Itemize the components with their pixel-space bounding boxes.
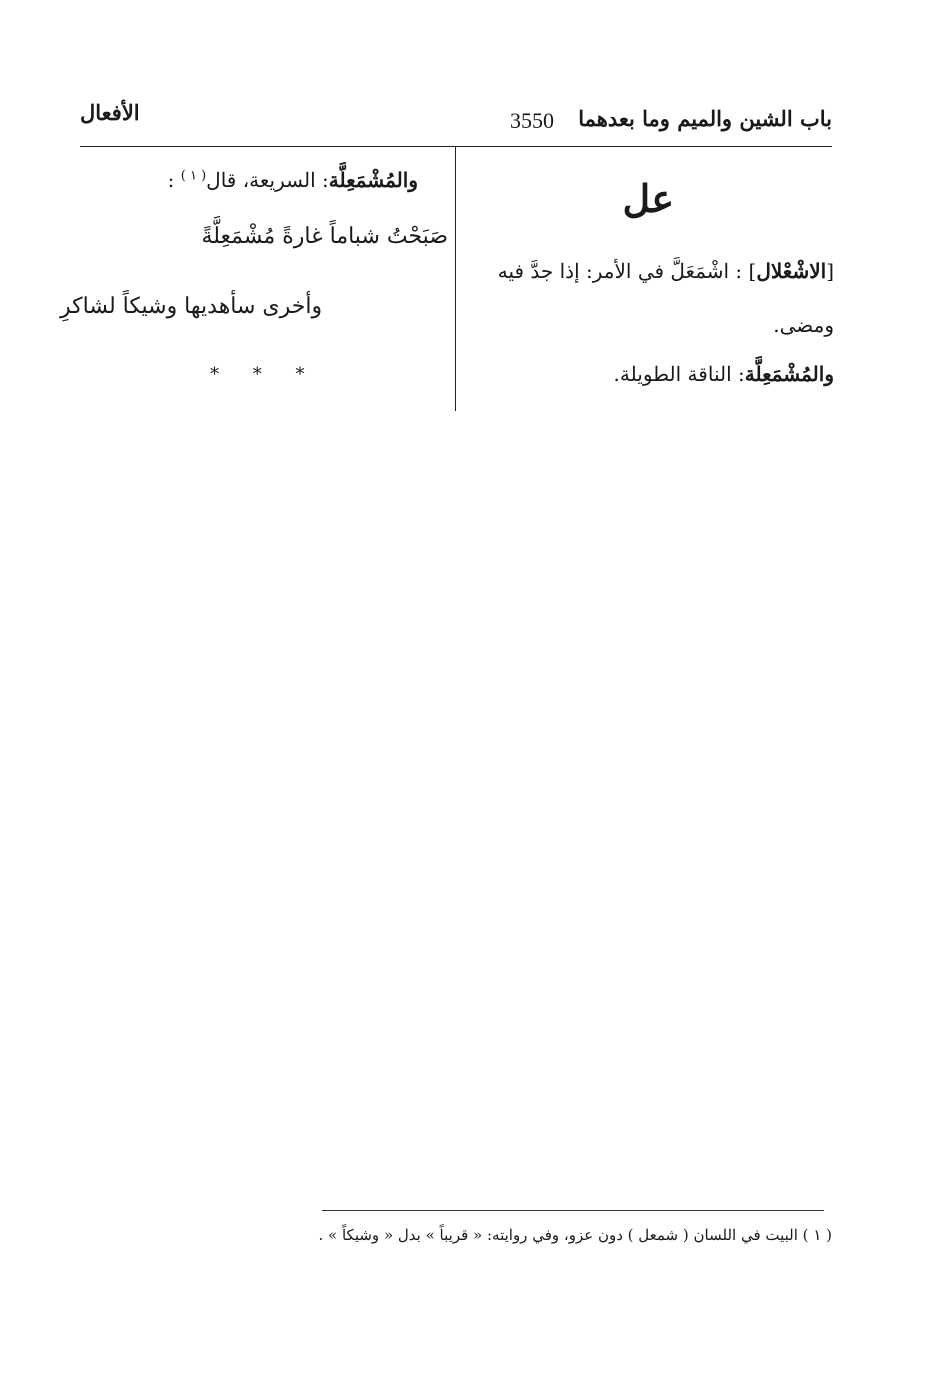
entry-definition: : السريعة، قال — [206, 168, 329, 192]
header-rule — [80, 146, 832, 147]
footnote: ( ١ ) البيت في اللسان ( شمعل ) دون عزو، وفي روايته: « قريباً » بدل « وشيكاً » . — [318, 1226, 832, 1244]
verse-line-2: وأخرى سأهديها وشيكاً لشاكرِ — [60, 294, 323, 319]
chapter-title: باب الشين والميم وما بعدهما — [578, 106, 832, 131]
entry-headword: الاشْعْلال — [756, 259, 827, 283]
section-title: الأفعال — [80, 100, 140, 125]
entry-headword: والمُشْمَعِلَّة — [328, 168, 418, 192]
footnote-rule — [322, 1210, 824, 1211]
column-divider — [455, 146, 456, 411]
entry-mushmaila-fast — [168, 168, 418, 192]
entry-definition: : الناقة الطويلة. — [613, 362, 745, 386]
page-number: 3550 — [510, 108, 554, 133]
page-header — [80, 100, 832, 140]
entry-headword: والمُشْمَعِلَّة — [744, 362, 834, 386]
entry-mushmaila-tall — [462, 354, 834, 394]
verse-line-1: صَبَحْتُ شباماً غارةً مُشْمَعِلَّةً — [201, 224, 448, 249]
footnote-reference: ( ١ ) — [180, 168, 207, 184]
colon: : — [167, 168, 175, 192]
entry-ishmialal — [462, 244, 834, 352]
section-separator: * * * — [210, 364, 319, 385]
open-bracket: [ — [826, 259, 834, 283]
root-heading: عل — [622, 176, 674, 221]
entry-definition: : اشْمَعَلَّ في الأمر: إذا جدَّ فيه ومضى. — [497, 259, 834, 337]
close-bracket: ] — [748, 259, 757, 283]
